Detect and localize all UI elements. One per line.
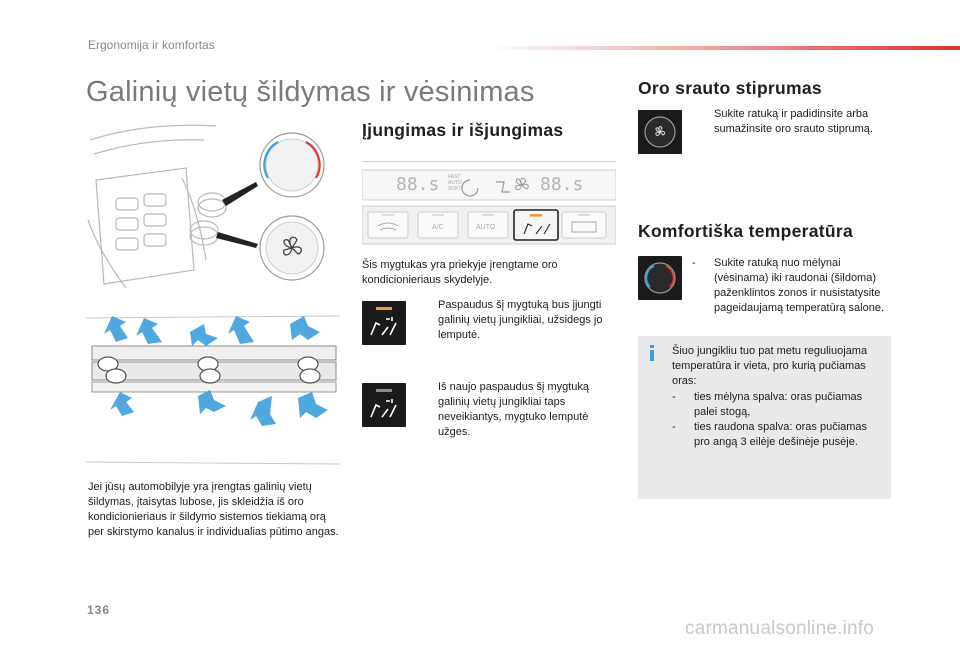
mode-label-fast: FAST xyxy=(448,174,461,180)
panel-description: Šis mygtukas yra priekyje įrengtame oro kondicionieriaus skydelyje. xyxy=(362,259,558,286)
temperature-text: Sukite ratuką nuo mėlynai (vėsinama) iki raudonai (šildoma) paženklintos zonos ir nusistatysite pageidaujamą temperatūrą salone. xyxy=(714,257,885,314)
info-item-red: ties raudona spalva: oras pučiamas pro angą 3 eilėje dešinėje pusėje. xyxy=(694,421,868,448)
dash: - xyxy=(692,257,696,269)
mode-label-auto: AUTO xyxy=(448,180,462,186)
page-number: 136 xyxy=(87,603,111,617)
rear-switch-button-on xyxy=(362,301,406,345)
rear-switch-button-off xyxy=(362,383,406,427)
dash: - xyxy=(672,421,676,433)
ac-button-label: A/C xyxy=(432,224,444,231)
intro-text: Jei jūsų automobilyje yra įrengtas galinių vietų šildymas, įtaisytas lubose, jis skleidžia iš oro kondicionieriaus ir šildymo sistemos tiekiamą orą per skirstymo kanalus ir individualias pūtimo angas. xyxy=(88,481,339,538)
header-accent-line xyxy=(490,46,960,50)
auto-button-label: AUTO xyxy=(476,224,496,231)
heading-on-off: Įjungimas ir išjungimas xyxy=(362,120,564,140)
chapter-title: Ergonomija ir komfortas xyxy=(88,38,215,52)
roof-console-illustration xyxy=(86,120,340,292)
dash: - xyxy=(672,391,676,403)
heading-temperature: Komfortiška temperatūra xyxy=(638,221,854,241)
rear-airflow-illustration xyxy=(86,312,340,470)
page-title: Galinių vietų šildymas ir vėsinimas xyxy=(86,76,535,108)
section-divider xyxy=(362,161,616,162)
heading-airflow: Oro srauto stiprumas xyxy=(638,78,822,98)
info-lead: Šiuo jungikliu tuo pat metu reguliuojama temperatūra ir vieta, pro kurią pučiamas oras: xyxy=(672,345,868,387)
temperature-dial-thumbnail xyxy=(638,256,682,300)
fan-dial-thumbnail xyxy=(638,110,682,154)
mode-label-soft: SOFT xyxy=(448,186,462,192)
info-item-blue: ties mėlyna spalva: oras pučiamas palei stogą, xyxy=(694,391,863,418)
bullet-text-disable: Iš naujo paspaudus šį mygtuką galinių vietų jungikliai taps neveikiantys, mygtuko lemputė užges. xyxy=(438,381,590,438)
front-ac-panel xyxy=(362,168,616,246)
bullet-text-enable: Paspaudus šį mygtuką bus įjungti galinių vietų jungikliai, užsidegs jo lemputė. xyxy=(438,299,603,341)
watermark: carmanualsonline.info xyxy=(685,618,875,639)
airflow-text: Sukite ratuką ir padidinsite arba sumažinsite oro srauto stiprumą. xyxy=(714,108,873,135)
display-right: 88.s xyxy=(540,174,584,195)
info-icon xyxy=(648,345,656,361)
display-left: 88.s xyxy=(396,174,440,195)
